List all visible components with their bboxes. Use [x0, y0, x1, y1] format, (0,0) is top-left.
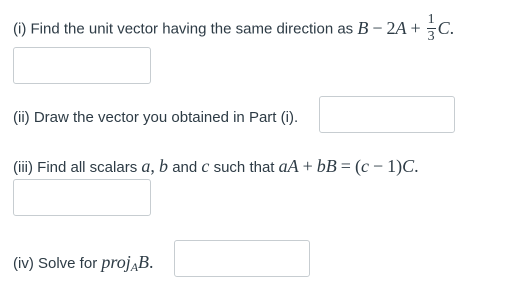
- such-that-text: such that: [213, 159, 275, 176]
- eq-plus: +: [302, 156, 313, 176]
- scalar-a: a: [141, 156, 151, 176]
- question-3-prefix: (iii) Find all scalars: [13, 159, 138, 176]
- vector-b: B: [357, 17, 369, 38]
- eq-paren-open: (: [354, 156, 361, 176]
- fraction-denominator: 3: [427, 29, 435, 44]
- fraction-one-third: [427, 13, 436, 44]
- question-2: [13, 109, 298, 127]
- scalar-c: c: [201, 156, 210, 176]
- answer-box-2[interactable]: [319, 96, 455, 133]
- eq-vector-b: B: [325, 156, 337, 176]
- eq-period: .: [414, 156, 419, 176]
- question-2-text: (ii) Draw the vector you obtained in Part (i).: [13, 109, 299, 126]
- answer-box-1[interactable]: [13, 47, 151, 84]
- eq-paren-close: ): [396, 156, 403, 176]
- eq-one: 1: [387, 156, 397, 176]
- scalar-b: b: [159, 156, 169, 176]
- eq-b: b: [316, 156, 326, 176]
- question-4-text: (iv) Solve for: [13, 255, 98, 272]
- eq-equals: =: [340, 156, 351, 176]
- question-1: [13, 14, 454, 45]
- question-3: [13, 157, 419, 177]
- question-3-equation: [279, 156, 419, 176]
- eq-c: c: [360, 156, 369, 176]
- projection-expression: [101, 252, 153, 272]
- proj-label: proj: [101, 252, 131, 272]
- minus-sign: −: [372, 17, 383, 38]
- plus-sign: +: [410, 17, 421, 38]
- eq-vector-a: A: [287, 156, 299, 176]
- period: .: [149, 252, 154, 272]
- question-4: [13, 253, 154, 276]
- question-1-expression: [357, 12, 455, 44]
- proj-subscript: A: [130, 260, 139, 274]
- period: .: [449, 17, 455, 38]
- coefficient-two: 2: [386, 17, 396, 38]
- and-text: and: [172, 159, 198, 176]
- comma: ,: [150, 156, 155, 176]
- question-1-text: (i) Find the unit vector having the same direction as: [13, 20, 354, 38]
- fraction-numerator: 1: [427, 12, 435, 27]
- proj-vector-b: B: [138, 252, 150, 272]
- answer-box-4[interactable]: [174, 240, 310, 277]
- vector-c: C: [437, 17, 450, 38]
- vector-a: A: [395, 17, 407, 38]
- eq-a: a: [278, 156, 288, 176]
- eq-minus: −: [372, 156, 384, 176]
- eq-vector-c: C: [402, 156, 415, 176]
- answer-box-3[interactable]: [13, 179, 151, 216]
